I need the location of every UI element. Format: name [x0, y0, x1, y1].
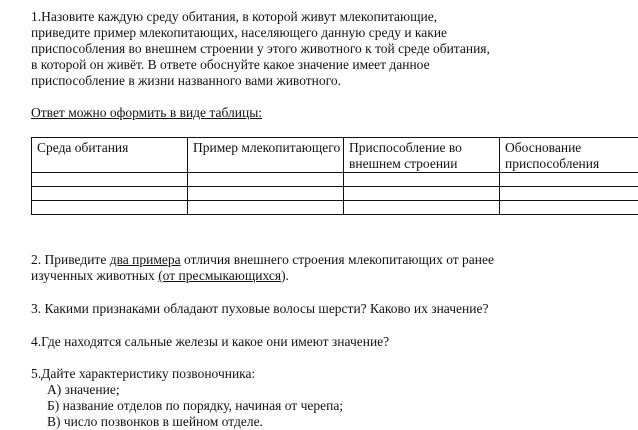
- table-cell[interactable]: [500, 173, 638, 187]
- table-row: [32, 187, 638, 201]
- question-5-title: 5.Дайте характеристику позвоночника:: [31, 366, 343, 382]
- question-2-line: [31, 252, 494, 268]
- answer-table: [31, 137, 638, 215]
- question-5-item: В) число позвонков в шейном отделе.: [31, 414, 343, 430]
- answer-format-note: Ответ можно оформить в виде таблицы:: [31, 105, 262, 121]
- table-header-cell: Среда обитания: [32, 138, 188, 173]
- table-cell[interactable]: [500, 187, 638, 201]
- table-row: [32, 173, 638, 187]
- table-row: [32, 201, 638, 215]
- question-2-emphasis: (от пресмыкающихся: [158, 268, 281, 283]
- question-1-line: приведите пример млекопитающих, населяющего данную среду и какие: [31, 25, 490, 41]
- question-3: 3. Какими признаками обладают пуховые волосы шерсти? Каково их значение?: [31, 301, 488, 317]
- table-cell[interactable]: [344, 173, 500, 187]
- table-header-cell: Приспособление во внешнем строении: [344, 138, 500, 173]
- table-cell[interactable]: [188, 173, 344, 187]
- question-2-text: ).: [281, 268, 289, 283]
- table-cell[interactable]: [32, 201, 188, 215]
- table-cell[interactable]: [188, 187, 344, 201]
- table-cell[interactable]: [32, 173, 188, 187]
- question-2-text: отличия внешнего строения млекопитающих от ранее: [181, 252, 494, 267]
- question-1-line: в которой он живёт. В ответе обоснуйте какое значение имеет данное: [31, 57, 490, 73]
- question-2-line: [31, 268, 494, 284]
- table-cell[interactable]: [344, 187, 500, 201]
- table-cell[interactable]: [500, 201, 638, 215]
- table-cell[interactable]: [188, 201, 344, 215]
- question-1-line: 1.Назовите каждую среду обитания, в которой живут млекопитающие,: [31, 9, 490, 25]
- question-4: 4.Где находятся сальные железы и какое они имеют значение?: [31, 334, 389, 350]
- table-header-cell: Обоснование приспособления: [500, 138, 638, 173]
- table-cell[interactable]: [344, 201, 500, 215]
- question-1-line: приспособление в жизни названного вами животного.: [31, 73, 490, 89]
- question-5-item: А) значение;: [31, 382, 343, 398]
- question-5-item: Б) название отделов по порядку, начиная от черепа;: [31, 398, 343, 414]
- question-2: [31, 252, 494, 284]
- table-cell[interactable]: [32, 187, 188, 201]
- table-header-row: [32, 138, 638, 173]
- question-2-text: 2. Приведите: [31, 252, 110, 267]
- question-5: [31, 366, 343, 430]
- question-2-text: изученных животных: [31, 268, 158, 283]
- table-header-cell: Пример млекопитающего: [188, 138, 344, 173]
- question-2-emphasis: два примера: [110, 252, 181, 267]
- question-1: [31, 9, 490, 89]
- question-1-line: приспособления во внешнем строении у этого животного к той среде обитания,: [31, 41, 490, 57]
